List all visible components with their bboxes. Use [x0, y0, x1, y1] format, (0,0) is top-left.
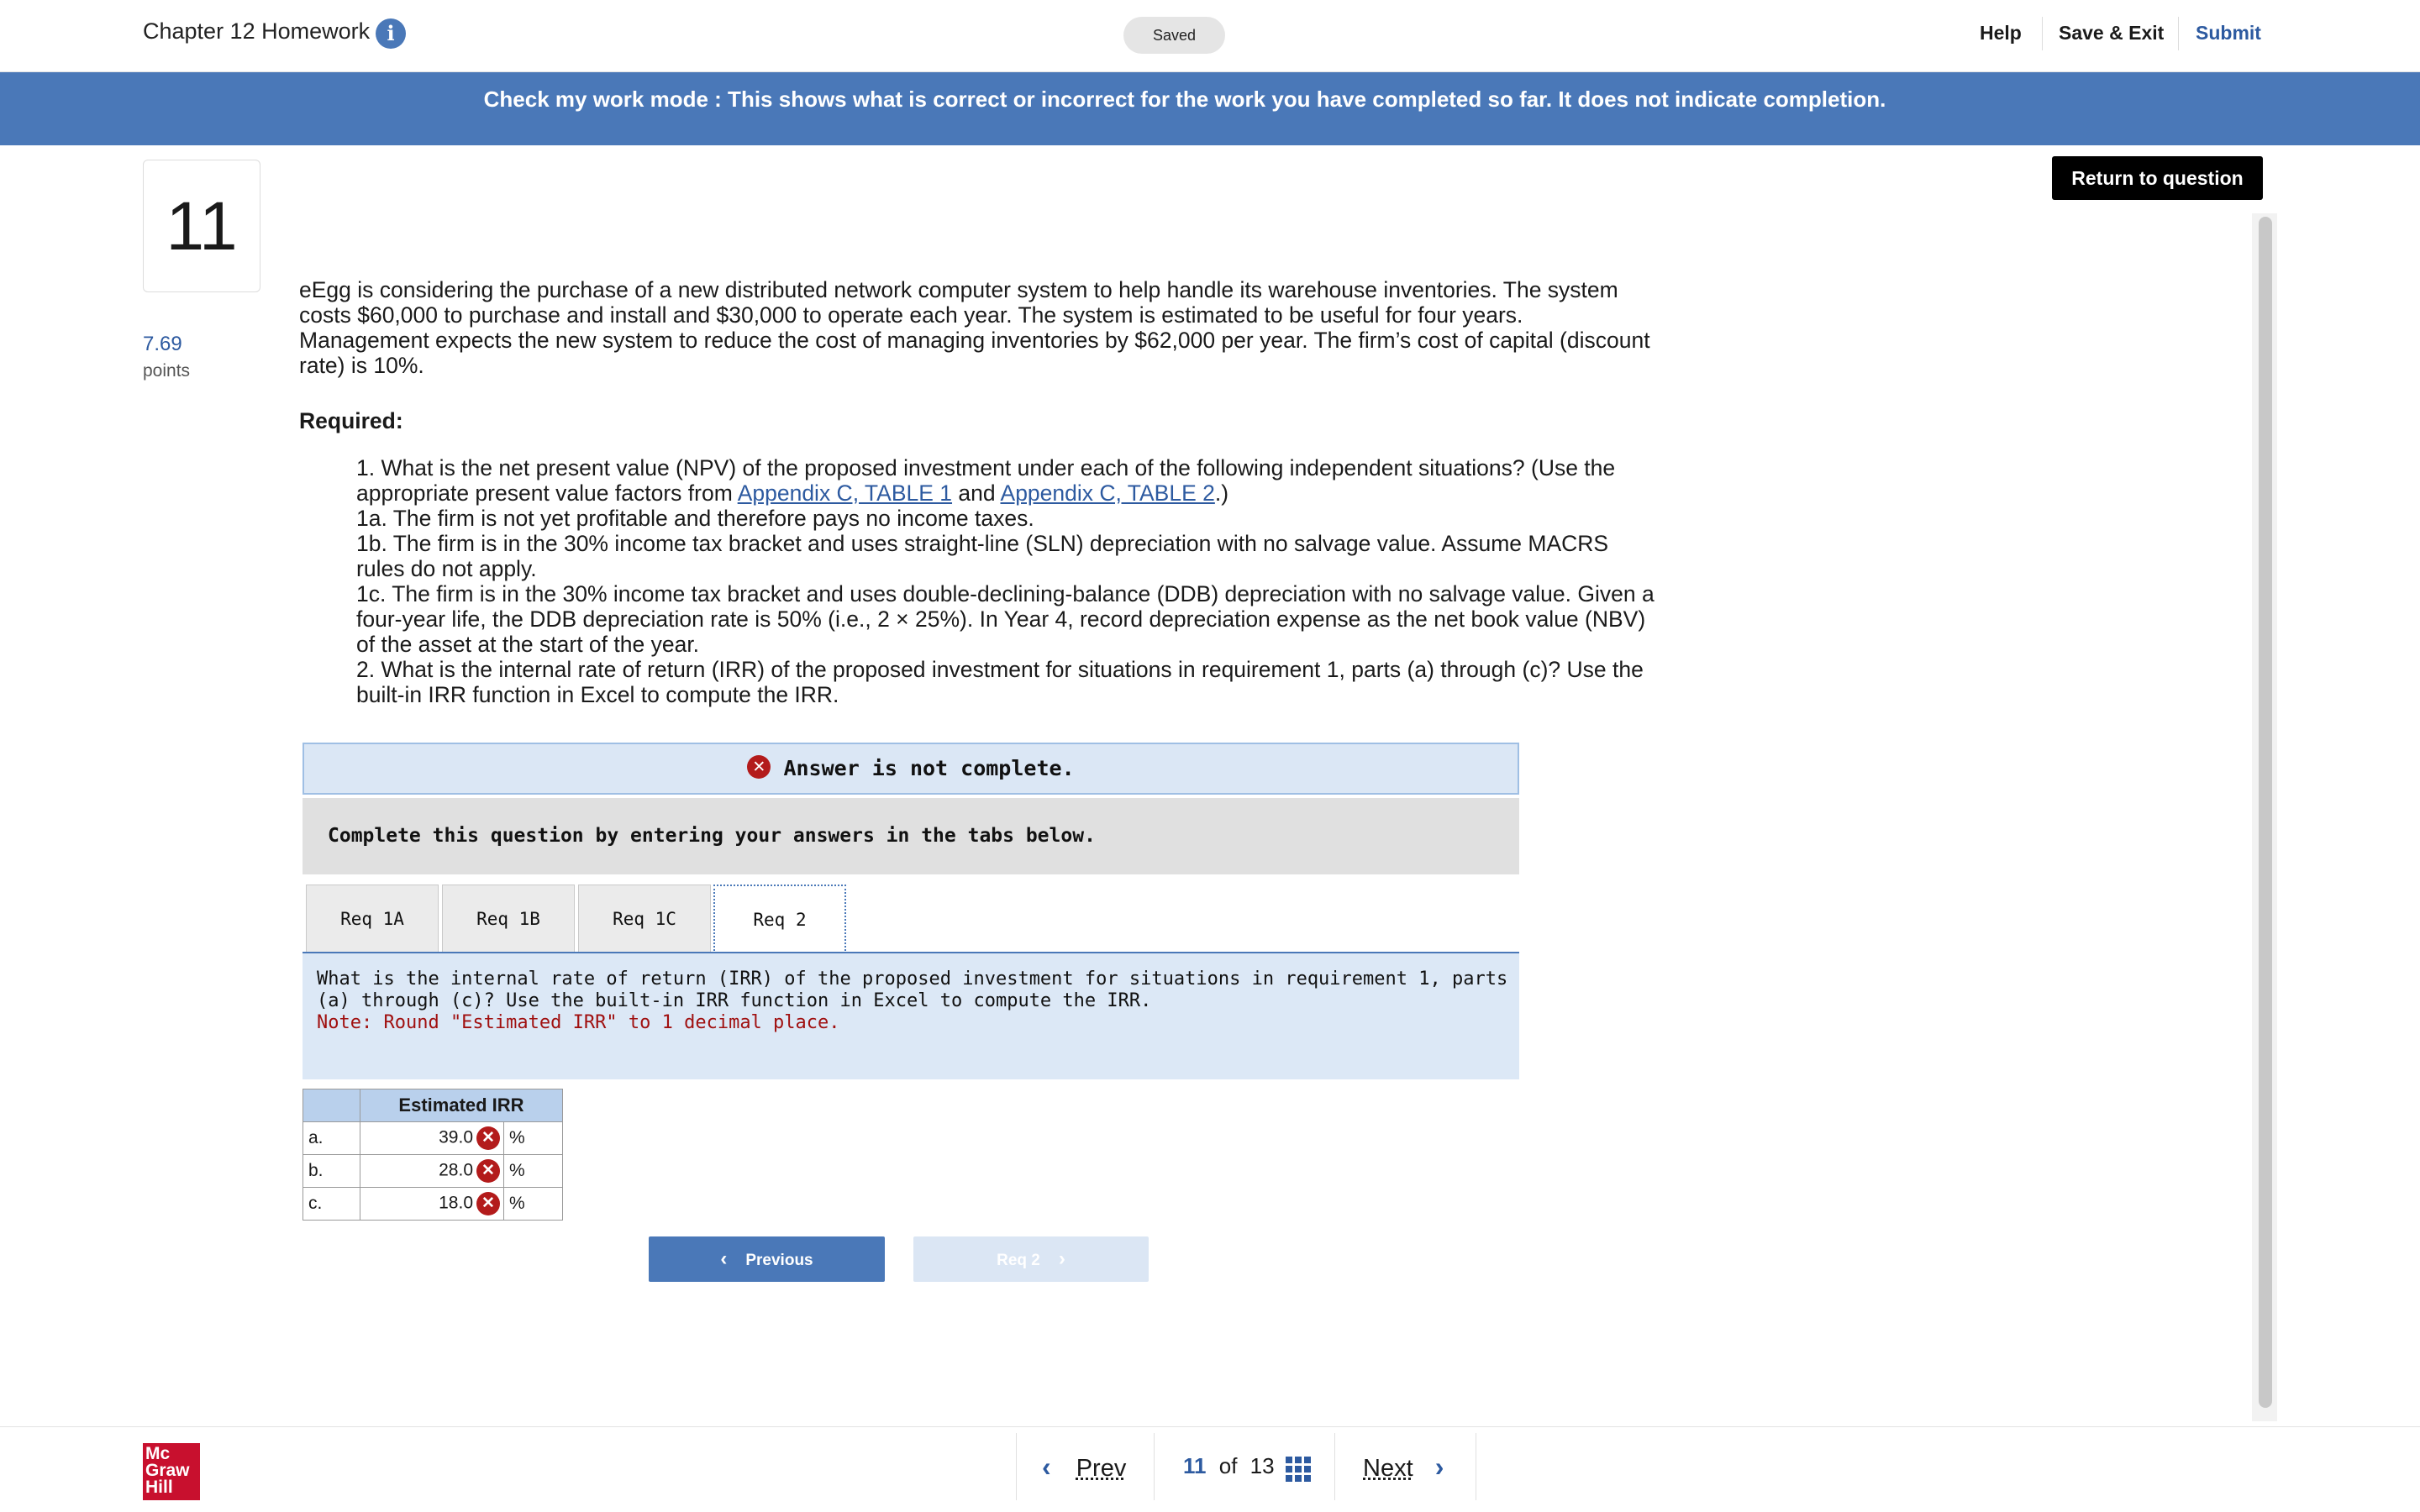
pager-divider — [1016, 1433, 1017, 1500]
pager-divider — [1334, 1433, 1335, 1500]
saved-status-badge: Saved — [1123, 17, 1225, 54]
irr-input-a[interactable] — [360, 1122, 504, 1155]
irr-input-c[interactable] — [360, 1188, 504, 1221]
appendix-c-table-2-link[interactable]: Appendix C, TABLE 2 — [1000, 480, 1215, 506]
estimated-irr-table — [302, 1089, 563, 1221]
previous-tab-button[interactable] — [649, 1236, 885, 1282]
row-label: c. — [303, 1188, 360, 1221]
x-circle-icon: ✕ — [476, 1126, 500, 1150]
next-question-button[interactable] — [1363, 1452, 1444, 1483]
question-grid-icon[interactable] — [1286, 1457, 1311, 1482]
points-value: 7.69 — [143, 333, 182, 355]
help-link[interactable]: Help — [1980, 22, 2022, 44]
tabs-instruction: Complete this question by entering your answers in the tabs below. — [302, 798, 1519, 874]
chevron-right-icon: › — [1434, 1452, 1444, 1482]
check-my-work-banner: Check my work mode : This shows what is correct or incorrect for the work you have completed so far. It does not indicate completion. — [0, 72, 2420, 145]
prev-question-button[interactable] — [1042, 1452, 1126, 1483]
irr-input-b[interactable] — [360, 1155, 504, 1188]
tab-req-1a[interactable]: Req 1A — [306, 885, 439, 952]
percent-unit: % — [504, 1155, 563, 1188]
percent-unit: % — [504, 1188, 563, 1221]
return-to-question-button[interactable]: Return to question — [2052, 156, 2263, 200]
table-row — [303, 1122, 563, 1155]
assignment-title: Chapter 12 Homework — [143, 18, 371, 44]
mcgraw-hill-logo — [143, 1443, 200, 1500]
row-label: b. — [303, 1155, 360, 1188]
previous-tab-label: Previous — [745, 1252, 813, 1269]
points-label: points — [143, 361, 191, 381]
save-exit-link[interactable]: Save & Exit — [2059, 22, 2165, 44]
total-questions: 13 — [1249, 1453, 1275, 1478]
row-label: a. — [303, 1122, 360, 1155]
requirement-1b: 1b. The firm is in the 30% income tax bracket and uses straight-line (SLN) depreciation with no salvage value. Assume MACRS rules do not apply. — [356, 531, 1609, 581]
requirement-1 — [356, 455, 1655, 506]
answer-status-bar — [302, 743, 1519, 795]
next-question-label: Next — [1363, 1455, 1413, 1482]
tab-req-1b[interactable]: Req 1B — [442, 885, 575, 952]
question-counter — [1183, 1453, 1275, 1479]
irr-value-c[interactable]: 18.0 — [439, 1193, 473, 1213]
req-2-question-panel — [302, 953, 1519, 1079]
submit-link[interactable]: Submit — [2196, 22, 2261, 44]
rounding-note: Note: Round "Estimated IRR" to 1 decimal place. — [317, 1012, 840, 1033]
appendix-c-table-1-link[interactable]: Appendix C, TABLE 1 — [737, 480, 953, 506]
problem-text: eEgg is considering the purchase of a new distributed network computer system to help handle its warehouse inventories. The system costs $60,000 to purchase and install and $30,000 to operate each year. The system is estimated to be useful for four years. Management expects the new system to reduce the cost of managing inventories by $62,000 per year. The firm’s cost of capital (discount rate) is 10%. — [299, 277, 1650, 378]
requirement-1c: 1c. The firm is in the 30% income tax bracket and uses double-declining-balance (DDB) depreciation with no salvage value. Given a four-year life, the DDB depreciation rate is 50% (i.e., 2 × 25%). In Year 4, record depreciation expense as the net book value (NBV) of the asset at the start of the year. — [356, 581, 1655, 657]
chevron-left-icon: ‹ — [1042, 1452, 1051, 1482]
percent-unit: % — [504, 1122, 563, 1155]
pager-divider — [1154, 1433, 1155, 1500]
irr-value-b[interactable]: 28.0 — [439, 1160, 473, 1180]
requirement-2: 2. What is the internal rate of return (IRR) of the proposed investment for situations in requirement 1, parts (a) through (c)? Use the built-in IRR function in Excel to compute the IRR. — [356, 657, 1644, 707]
chevron-left-icon: ‹ — [720, 1247, 728, 1270]
required-heading: Required: — [299, 408, 403, 433]
logo-line: Graw — [145, 1461, 190, 1480]
x-circle-icon: ✕ — [476, 1159, 500, 1183]
scrollbar-thumb[interactable] — [2259, 217, 2272, 1408]
requirement-1a: 1a. The firm is not yet profitable and therefore pays no income taxes. — [356, 506, 1034, 531]
table-header-row — [303, 1089, 563, 1122]
table-row — [303, 1155, 563, 1188]
irr-value-a[interactable]: 39.0 — [439, 1127, 473, 1147]
requirement-1-and: and — [952, 480, 1001, 506]
requirement-1-suffix: .) — [1214, 480, 1229, 506]
info-icon[interactable]: i — [376, 18, 406, 49]
current-question-number: 11 — [1183, 1453, 1207, 1478]
requirements-list — [356, 455, 1655, 707]
x-circle-icon: ✕ — [476, 1192, 500, 1215]
next-tab-button — [913, 1236, 1149, 1282]
answer-status-text: Answer is not complete. — [783, 756, 1075, 780]
counter-of: of — [1218, 1453, 1238, 1478]
header-divider — [2042, 17, 2043, 50]
tab-req-2[interactable]: Req 2 — [713, 885, 846, 954]
logo-line: Mc — [145, 1444, 171, 1463]
top-header — [0, 0, 2420, 72]
table-row — [303, 1188, 563, 1221]
logo-line: Hill — [145, 1478, 173, 1497]
chevron-right-icon: › — [1058, 1247, 1065, 1270]
tab-req-1c[interactable]: Req 1C — [578, 885, 711, 952]
requirement-1-text: 1. What is the net present value (NPV) of the proposed investment under each of the following independent situations? (Use the appropriate present value factors from — [356, 455, 1616, 506]
prev-question-label: Prev — [1076, 1455, 1127, 1482]
next-tab-label: Req 2 — [997, 1252, 1040, 1269]
estimated-irr-header: Estimated IRR — [360, 1089, 563, 1122]
req-2-question-text: What is the internal rate of return (IRR) of the proposed investment for situations in requirement 1, parts (a) through (c)? Use the built-in IRR function in Excel to compute the IRR. — [317, 969, 1508, 1011]
question-number: 11 — [143, 160, 260, 292]
table-corner-cell — [303, 1089, 360, 1122]
x-circle-icon: ✕ — [747, 755, 771, 779]
header-divider — [2178, 17, 2179, 50]
